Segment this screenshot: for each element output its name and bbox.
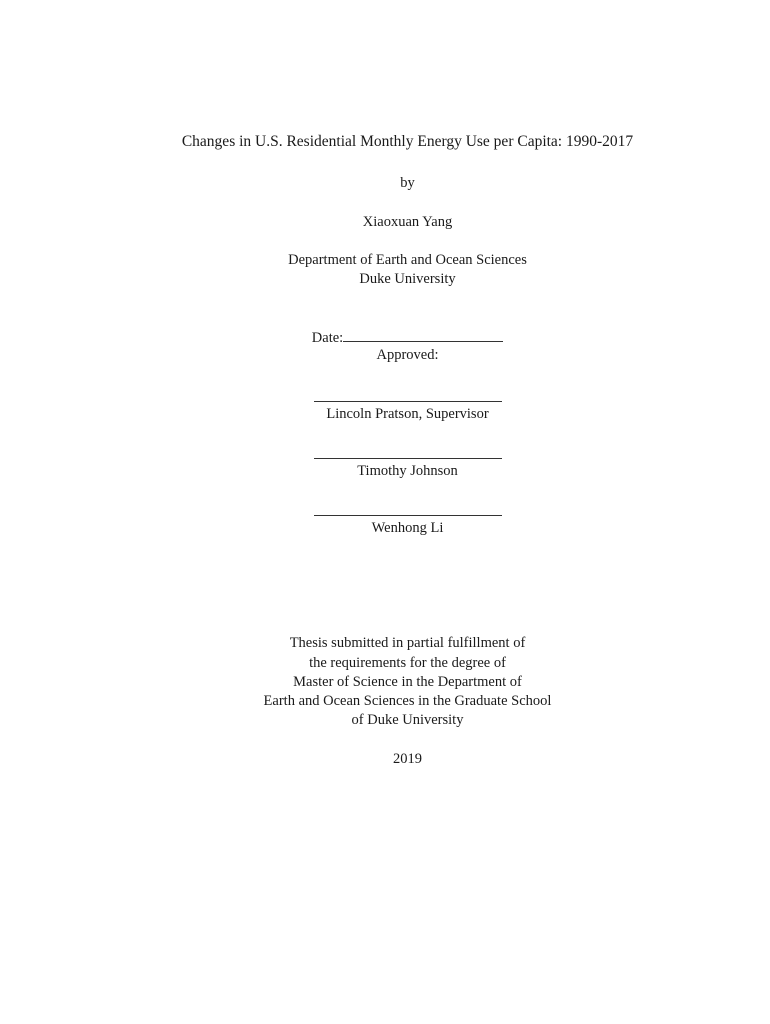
date-blank-line xyxy=(343,327,503,342)
date-field xyxy=(0,327,770,348)
signatory-name: Timothy Johnson xyxy=(357,463,458,479)
signatory-name: Lincoln Pratson, Supervisor xyxy=(326,406,489,422)
statement-line: Earth and Ocean Sciences in the Graduate School xyxy=(263,693,552,709)
thesis-year: 2019 xyxy=(393,751,422,767)
department-name: Department of Earth and Ocean Sciences xyxy=(288,252,527,268)
approved-label: Approved: xyxy=(376,347,439,363)
signature-line xyxy=(314,401,502,402)
author-name: Xiaoxuan Yang xyxy=(362,214,453,230)
by-label: by xyxy=(400,175,415,191)
signatory-name: Wenhong Li xyxy=(371,520,444,536)
signature-line xyxy=(314,458,502,459)
statement-line: the requirements for the degree of xyxy=(309,655,506,671)
statement-line: of Duke University xyxy=(351,712,464,728)
university-name: Duke University xyxy=(359,271,456,287)
date-label: Date: xyxy=(311,330,344,346)
statement-line: Master of Science in the Department of xyxy=(293,674,522,690)
signature-line xyxy=(314,515,502,516)
statement-line: Thesis submitted in partial fulfillment of xyxy=(289,635,526,651)
thesis-title: Changes in U.S. Residential Monthly Energy Use per Capita: 1990-2017 xyxy=(181,133,634,150)
